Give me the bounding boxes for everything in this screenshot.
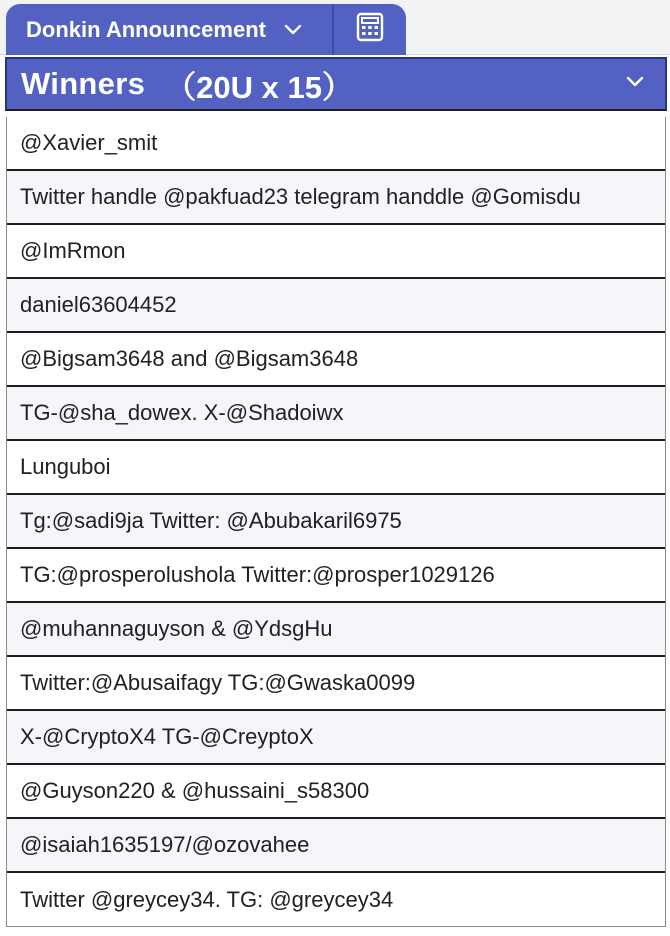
view-tab-donkin-announcement[interactable] [6,4,332,55]
list-item[interactable]: @Xavier_smit [7,117,665,171]
list-item[interactable]: daniel63604452 [7,279,665,333]
winners-list [6,117,666,927]
list-item[interactable]: Twitter:@Abusaifagy TG:@Gwaska0099 [7,657,665,711]
list-item[interactable]: Lunguboi [7,441,665,495]
calculator-view-button[interactable] [334,4,406,55]
chevron-down-icon[interactable] [625,75,645,93]
list-item[interactable]: @muhannaguyson & @YdsgHu [7,603,665,657]
list-item[interactable]: @Guyson220 & @hussaini_s58300 [7,765,665,819]
list-item[interactable]: TG:@prosperolushola Twitter:@prosper1029126 [7,549,665,603]
group-count: （20U x 15） [165,69,353,105]
chevron-down-icon[interactable] [284,24,302,36]
list-item[interactable]: Twitter @greycey34. TG: @greycey34 [7,873,665,927]
list-item[interactable]: Tg:@sadi9ja Twitter: @Abubakaril6975 [7,495,665,549]
list-item[interactable]: @isaiah1635197/@ozovahee [7,819,665,873]
list-item[interactable]: @Bigsam3648 and @Bigsam3648 [7,333,665,387]
group-title: Winners [21,66,146,101]
group-header-winners[interactable] [5,57,667,111]
tab-title: Donkin Announcement [26,16,266,42]
list-item[interactable]: X-@CryptoX4 TG-@CreyptoX [7,711,665,765]
calculator-grid-icon [355,12,385,47]
list-item[interactable]: Twitter handle @pakfuad23 telegram handdle @Gomisdu [7,171,665,225]
view-tab-bar [0,0,670,55]
list-item[interactable]: @ImRmon [7,225,665,279]
list-item[interactable]: TG-@sha_dowex. X-@Shadoiwx [7,387,665,441]
